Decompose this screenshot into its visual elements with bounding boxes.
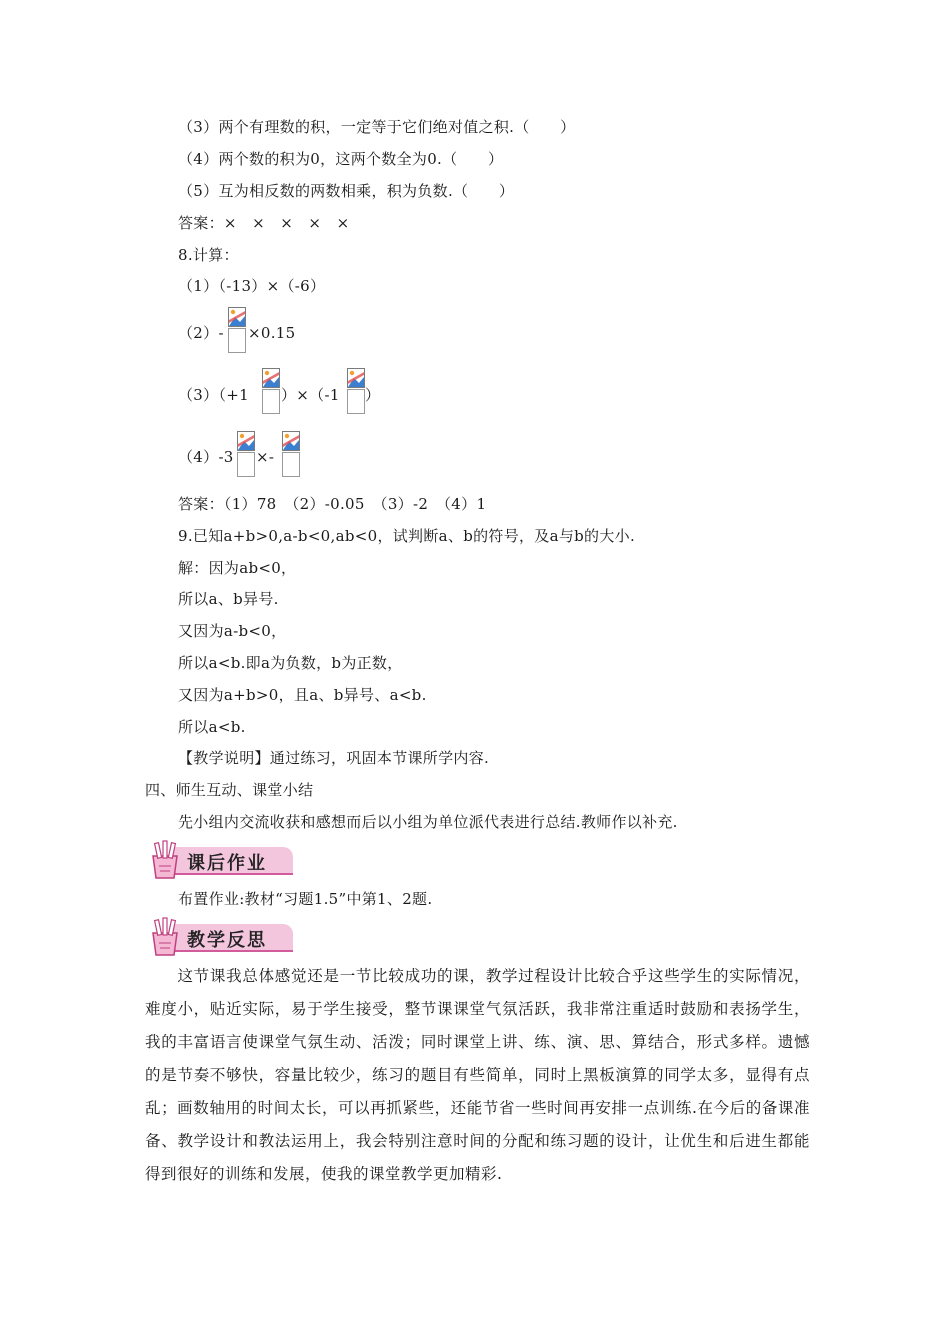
solution-line-6: 所以a<b. <box>178 718 246 736</box>
solution-line-1: 解：因为ab<0， <box>178 559 297 577</box>
pencil-cup-icon <box>145 917 185 957</box>
question-8-2-suffix: ×0.15 <box>248 324 296 342</box>
broken-image-icon <box>228 307 246 327</box>
solution-line-3: 又因为a-b<0， <box>178 622 287 640</box>
summary-text: 先小组内交流收获和感想而后以小组为单位派代表进行总结.教师作以补充. <box>178 813 678 831</box>
fraction-image-placeholder <box>228 307 246 353</box>
question-7-4: （4）两个数的积为0，这两个数全为0.（ ） <box>178 150 504 168</box>
solution-line-4: 所以a<b.即a为负数，b为正数， <box>178 654 403 672</box>
broken-image-icon <box>282 431 300 451</box>
question-8-1: （1）（-13）×（-6） <box>178 277 326 295</box>
solution-line-2: 所以a、b异号. <box>178 590 279 608</box>
question-8-3-part3: ） <box>365 386 381 404</box>
reflection-paragraph: 这节课我总体感觉还是一节比较成功的课，教学过程设计比较合乎这些学生的实际情况，难度小，贴近实际，易于学生接受，整节课课堂气氛活跃，我非常注重适时鼓励和表扬学生，我的丰富语言使课堂气氛生动、活泼；同时课堂上讲、练、演、思、算结合，形式多样。遗憾的是节奏不够快，容量比较少，练习的题目有些简单，同时上黑板演算的同学太多，显得有点乱；画数轴用的时间太长，可以再抓紧些，还能节省一些时间再安排一点训练.在今后的备课准备、教学设计和教法运用上，我会特别注意时间的分配和练习题的设计，让优生和后进生都能得到很好的训练和发展，使我的课堂教学更加精彩. <box>145 967 810 1183</box>
broken-image-icon <box>347 368 365 388</box>
fraction-box <box>347 389 365 414</box>
fraction-image-placeholder <box>237 431 255 477</box>
teaching-note: 【教学说明】通过练习，巩固本节课所学内容. <box>178 749 490 767</box>
broken-image-icon <box>237 431 255 451</box>
fraction-image-placeholder <box>347 368 365 414</box>
banner-label: 教学反思 <box>187 930 267 951</box>
banner-label: 课后作业 <box>187 853 267 874</box>
homework-text: 布置作业:教材“习题1.5”中第1、2题. <box>178 890 433 908</box>
question-8-4-part2: ×- <box>256 448 275 466</box>
fraction-box <box>228 328 246 353</box>
fraction-image-placeholder <box>282 431 300 477</box>
fraction-box <box>237 452 255 477</box>
answer-8: 答案：（1）78 （2）-0.05 （3）-2 （4）1 <box>178 495 487 513</box>
fraction-box <box>282 452 300 477</box>
question-8-2-prefix: （2）- <box>178 324 224 342</box>
solution-line-5: 又因为a+b>0，且a、b异号、a<b. <box>178 686 427 704</box>
answer-7: 答案：× × × × × <box>178 214 350 232</box>
question-7-3: （3）两个有理数的积，一定等于它们绝对值之积.（ ） <box>178 118 576 136</box>
pencil-cup-icon <box>145 840 185 880</box>
section-heading-4: 四、师生互动、课堂小结 <box>145 781 314 799</box>
question-8-4-part1: （4）-3 <box>178 448 234 466</box>
reflection-banner <box>145 917 295 957</box>
fraction-image-placeholder <box>262 368 280 414</box>
question-9: 9.已知a+b>0,a-b<0,ab<0，试判断a、b的符号，及a与b的大小. <box>178 527 636 545</box>
question-8-3-part2: ）×（-1 <box>281 386 340 404</box>
broken-image-icon <box>262 368 280 388</box>
question-8-3-part1: （3）（+1 <box>178 386 249 404</box>
fraction-box <box>262 389 280 414</box>
homework-banner <box>145 840 295 880</box>
question-7-5: （5）互为相反数的两数相乘，积为负数.（ ） <box>178 182 515 200</box>
question-8-title: 8.计算： <box>178 246 239 264</box>
